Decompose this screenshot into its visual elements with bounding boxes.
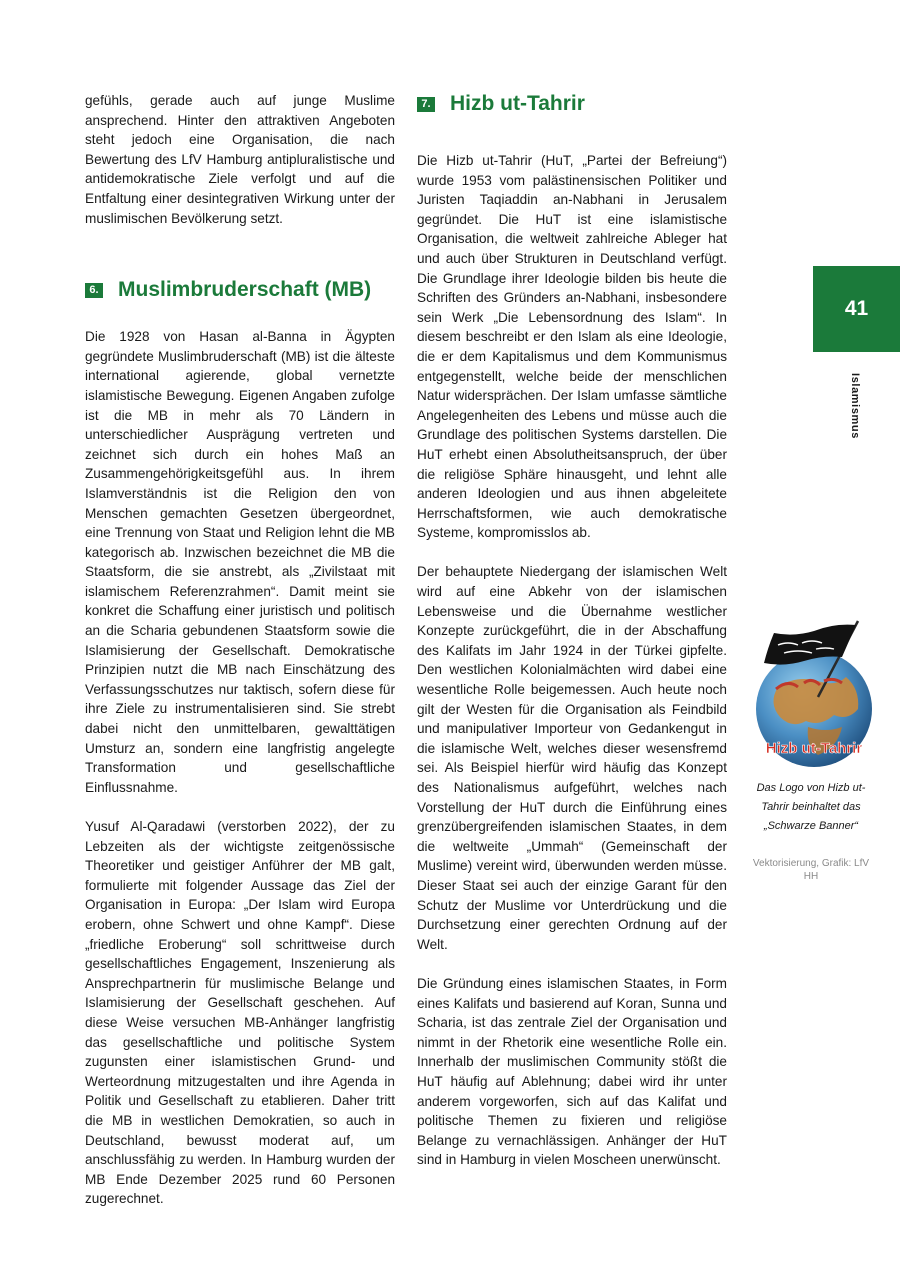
page-number-tab (813, 266, 900, 352)
section-title: Hizb ut-Tahrir (450, 92, 585, 115)
body-paragraph: Der behauptete Niedergang der islamischen Welt wird auf eine Abkehr von der islamischen Lebensweise und die Übernahme westlicher Konzepte zurückgeführt, die in der Abschaffung des Kalifats im Jahr 1924 in der Türkei gipfelte. Den westlichen Kolonialmächten wird dabei eine wesentliche Rolle beigemessen. Auch heute noch gilt der Westen für die Organisation als Feindbild und manipulativer Importeur von Gedankengut in die islamische Welt, welches dieser wesensfremd sei. Als Beispiel hierfür wird häufig das Konzept des Nationalismus aufgeführt, welches nach Vorstellung der HuT durch die Einführung eines grenzübergreifenden islamischen Staates, in dem die weltweite „Ummah“ (Gemeinschaft der Muslime) vereint wird, überwunden werden müsse. Dieser Staat sei auch der einzige Garant für den Schutz der Muslime vor Unterdrückung und die Durchsetzung einer gerechten Ordnung auf der Welt. (417, 564, 727, 952)
page-number: 41 (844, 297, 869, 320)
chapter-side-label (843, 366, 867, 446)
section-number-badge: 7. (417, 97, 435, 112)
section-heading-hizb-ut-tahrir (417, 91, 727, 117)
body-paragraph: Die Gründung eines islamischen Staates, in Form eines Kalifats und basierend auf Koran, Sunna und Scharia, ist das zentrale Ziel der Organisation und nimmt in der Rhetorik eine wesentliche Rolle ein. Innerhalb der muslimischen Community stößt die HuT häufig auf Ablehnung; dabei wird ihr unter anderem vorgeworfen, sich auf das Kalifat und politische Themen zu fixieren und religiöse Belange zu vernachlässigen. Anhänger der HuT sind in Hamburg in vielen Moscheen unerwünscht. (417, 975, 727, 1168)
section-title: Muslimbruderschaft (MB) (118, 278, 372, 302)
section-number-badge: 6. (85, 283, 103, 298)
chapter-label-text: Islamismus (849, 373, 861, 439)
hizb-ut-tahrir-logo (748, 617, 880, 769)
figure-caption: Das Logo von Hizb ut-Tahrir beinhaltet das „Schwarze Banner“ (756, 782, 866, 832)
intro-paragraph: gefühls, gerade auch auf junge Muslime ansprechend. Hinter den attraktiven Angeboten steht jedoch eine Organisation, die nach Bewertung des LfV Hamburg antipluralistische und antidemokratische Ziele verfolgt und auf die Entfaltung einer desintegrativen Wirkung unter der muslimischen Bevölkerung setzt. (85, 93, 395, 226)
left-column (85, 91, 395, 1209)
right-column (417, 91, 727, 1170)
section-heading-muslimbruderschaft (85, 277, 395, 303)
body-paragraph: Die Hizb ut-Tahrir (HuT, „Partei der Befreiung“) wurde 1953 vom palästinensischen Politiker und Juristen Taqiaddin an-Nabhani in Jerusalem gegründet. Die HuT ist eine islamistische Organisation, die weltweit zahlreiche Ableger hat und auch über Strukturen in Deutschland verfügt. Die Grundlage ihrer Ideologie bilden bis heute die Schriften des Gründers an-Nabhani, insbesondere sein Werk „Die Lebensordnung des Islam“. In diesem beschreibt er den Islam als eine Ideologie, die er dem Kapitalismus und dem Kommunismus entgegenstellt, welche beide der menschlichen Natur widersprächen. Der Islam umfasse sämtliche Angelegenheiten des Lebens und müsse auch die Grundlage des politischen Systems darstellen. Die HuT erhebt einen Absolutheitsanspruch, der über die religiöse Sphäre hinausgeht, und lehnt alle anderen Ideologien und aus ihnen abgeleitete Herrschaftsformen, wie auch demokratische Systeme, kompromisslos ab. (417, 153, 727, 541)
logo-text: Hizb ut-Tahrir (765, 740, 863, 757)
logo-graphic (748, 617, 880, 769)
figure-credit: Vektorisierung, Grafik: LfV HH (752, 858, 870, 882)
body-paragraph: Yusuf Al-Qaradawi (verstorben 2022), der zu Lebzeiten als der wichtigste zeitgenössische Theoretiker und geistiger Anführer der MB galt, formulierte mit folgender Aussage das Ziel der Organisation in Europa: „Der Islam wird Europa erobern, ohne Schwert und ohne Kampf“. Diese „friedliche Eroberung“ soll schrittweise durch gesellschaftliches Engagement, Inszenierung als Ansprechpartnerin für muslimische Belange und Islamisierung der Gesellschaft geschehen. Auf diese Weise versuchen MB-Anhänger langfristig das gesellschaftliche und politische System zugunsten einer islamistischen Grund- und Werteordnung mitzugestalten und ihre Agenda in Politik und Gesellschaft zu etablieren. Daher tritt die MB in westlichen Demokratien, so auch in Deutschland, bewusst moderat auf, um anschlussfähig zu werden. In Hamburg wurden der MB Ende Dezember 2025 rund 60 Personen zugerechnet. (85, 819, 395, 1207)
body-paragraph: Die 1928 von Hasan al-Banna in Ägypten gegründete Muslimbruderschaft (MB) ist die älteste international agierende, global vernetzte islamistische Bewegung. Eigenen Angaben zufolge ist die MB in mehr als 70 Ländern in unterschiedlicher Ausprägung vertreten und zeichnet sich durch ein hohes Maß an Zusammengehörigkeitsgefühl aus. In ihrem Islamverständnis ist die Religion den von Menschen gemachten Gesetzen übergeordnet, eine Trennung von Staat und Religion lehnt die MB kategorisch ab. Inzwischen bezeichnet die MB die Staatsform, die sie anstrebt, als „Zivilstaat mit islamischem Referenzrahmen“. Damit meint sie konkret die Schaffung einer juristisch und politisch an die Scharia gebundenen Staatsform sowie die Islamisierung der Gesellschaft. Demokratische Prinzipien nutzt die MB nach Einschätzung des Verfassungsschutzes nur taktisch, sofern diese für ihre Ziele zu instrumentalisieren sind. Sie strebt dabei nicht den unmittelbaren, gewalttätigen Umsturz an, sondern eine langfristig angelegte Transformation und gesellschaftliche Einflussnahme. (85, 329, 395, 795)
